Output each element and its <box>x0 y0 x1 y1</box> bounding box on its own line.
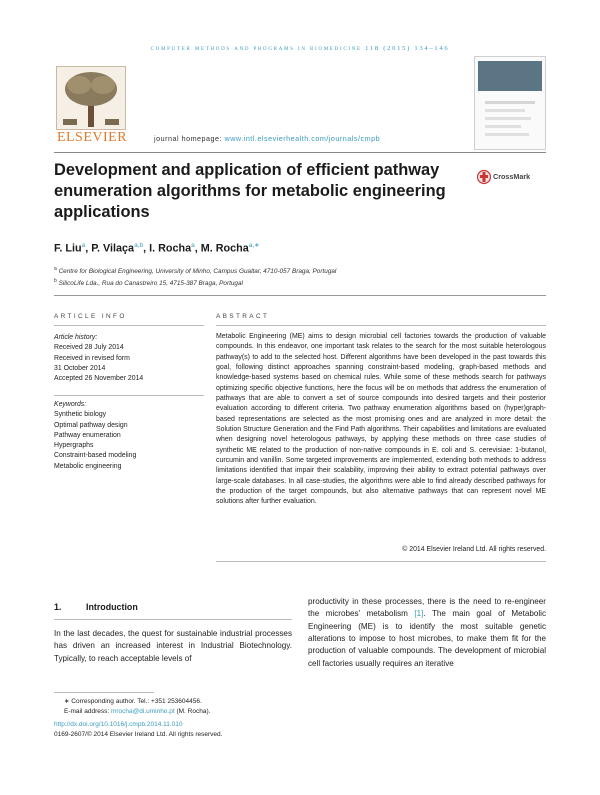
citation-link[interactable]: [1] <box>414 609 424 619</box>
keyword-item: Pathway enumeration <box>54 431 121 439</box>
author-name: F. Liu <box>54 242 82 255</box>
author-name: P. Vilaça <box>91 242 135 255</box>
footnote-marker: ∗ <box>64 698 70 705</box>
footnote-rule <box>54 692 154 693</box>
history-item: Received in revised form <box>54 354 130 362</box>
author-affil-mark[interactable]: a <box>81 242 86 249</box>
article-info-rule <box>54 325 204 326</box>
abstract-text: Metabolic Engineering (ME) aims to design microbial cell factories towards the production of valuable compounds. In this endeavor, one important task relates to the search for the most suitable heterologous pathway(s) to add to the selected host. Different algorithms have been developed in the past towards this goal, following distinct approaches spanning constraint-based modeling, graph-based methods and knowledge-based systems based on chemical rules. While some of these methods search for pathways optimizing specific objective functions, here the focus will be on methods that address the enumeration of pathways that are able to convert a set of source compounds into desired targets and their posterior evaluation according to different criteria. Two pathway enumeration algorithms based on (hyper)graph-based representations are selected as the most promising ones and are analyzed in more detail: the Solution Structure Generation and the Find Path algorithms. Their capabilities and limitations are evaluated when designing novel heterologous pathways, by applying these methods on three case studies of synthetic ME related to the production of non-native compounds in E. coli and S. cerevisiae: 1-butanol, curcumin and vanillin. Some targeted improvements are implemented, extending both methods to address limitations identified that impair their scalability, improving their ability to extract potential pathways over large-scale databases. In all case-studies, the algorithms were able to find already described pathways for the production of the target compounds, but also alternative pathways that can represent novel ME solutions after further evaluation. <box>216 333 546 506</box>
paragraph-text: productivity in these processes, there is the need to re-engineer the microbes’ metabolism <box>308 597 546 619</box>
journal-homepage <box>154 134 380 143</box>
keywords-label: Keywords: <box>54 401 87 408</box>
publisher-name: ELSEVIER <box>56 130 128 145</box>
history-label: Article history: <box>54 334 98 341</box>
homepage-label: journal homepage: <box>154 134 223 143</box>
author-list: F. Liu$^a$, P. Vilaça$^{a,b}$, I. Rocha$^a$, M. Rocha$^{a,∗}$ <box>54 242 260 255</box>
email-suffix: (M. Rocha). <box>174 708 211 715</box>
author-name: I. Rocha <box>149 242 192 255</box>
affiliation-text: Centre for Biological Engineering, University of Minho, Campus Gualtar, 4710-057 Braga, Portugal <box>58 268 337 276</box>
affiliation-mark: a <box>54 266 57 272</box>
crossmark-badge[interactable] <box>477 167 549 189</box>
section-rule <box>54 295 546 296</box>
author-affil-mark[interactable]: a <box>191 242 195 249</box>
email-note <box>54 707 354 717</box>
introduction-text-left: In the last decades, the quest for sustainable industrial processes has driven an increased interest in Industrial Biotechnology. Typically, to reach acceptable levels of <box>54 629 292 663</box>
tree-emblem-icon <box>56 66 126 130</box>
corresponding-author-note <box>54 697 354 707</box>
article-history <box>54 333 204 384</box>
journal-cover-thumbnail <box>474 56 546 150</box>
article-title: Development and application of efficient pathway enumeration algorithms for metabolic engineering applications <box>54 161 446 221</box>
email-label: E-mail address: <box>64 708 111 715</box>
crossmark-label: CrossMark <box>493 172 531 181</box>
doi-link[interactable]: http://dx.doi.org/10.1016/j.cmpb.2014.11.010 <box>54 721 183 728</box>
author-name: M. Rocha <box>200 242 249 255</box>
article-info-divider <box>54 395 204 396</box>
abstract-rule <box>216 325 546 326</box>
history-item: Received 28 July 2014 <box>54 344 124 352</box>
affiliation <box>54 278 243 287</box>
section-number: 1. <box>54 602 62 612</box>
cover-band <box>478 61 542 91</box>
history-item: Accepted 26 November 2014 <box>54 375 144 383</box>
keyword-item: Metabolic engineering <box>54 462 122 470</box>
cover-graphic-icon <box>485 101 535 141</box>
keyword-item: Optimal pathway design <box>54 421 128 429</box>
publisher-logo <box>54 66 130 148</box>
author-affil-mark[interactable]: a,b <box>134 242 144 249</box>
header-rule <box>54 152 546 153</box>
keyword-item: Hypergraphs <box>54 442 94 450</box>
history-item: 31 October 2014 <box>54 364 106 372</box>
affiliation-mark: b <box>54 278 57 284</box>
affiliation <box>54 266 336 275</box>
abstract-copyright: © 2014 Elsevier Ireland Ltd. All rights reserved. <box>402 546 546 553</box>
paragraph-text: . The main goal of Metabolic Engineering (ME) is to identify the most suitable genetic alterations to impose to host microbes, to make them fit for the production of valuable compounds. The development of microbial cell factories usually requires an iterative <box>308 609 546 668</box>
corresponding-text: Corresponding author. Tel.: +351 253604456. <box>71 698 202 705</box>
homepage-link[interactable]: www.intl.elsevierhealth.com/journals/cmpb <box>224 134 381 143</box>
keyword-item: Synthetic biology <box>54 411 107 419</box>
introduction-heading <box>54 602 138 612</box>
author-affil-mark[interactable]: a,∗ <box>248 242 260 249</box>
introduction-rule <box>54 619 292 620</box>
journal-reference: computer methods and programs in biomedicine 118 (2015) 134–146 <box>150 45 450 52</box>
section-title: Introduction <box>86 602 138 612</box>
article-info-heading: ARTICLE INFO <box>54 313 127 320</box>
affiliation-text: SilicoLife Lda., Rua do Canastreiro 15, 4715-387 Braga, Portugal <box>58 280 243 288</box>
crossmark-icon <box>477 169 491 185</box>
abstract-heading: ABSTRACT <box>216 313 270 320</box>
issn-line: 0169-2607/© 2014 Elsevier Ireland Ltd. All rights reserved. <box>54 731 223 738</box>
introduction-text-right <box>308 596 546 670</box>
keyword-item: Constraint-based modeling <box>54 452 137 460</box>
keywords <box>54 400 204 472</box>
email-link[interactable]: mrocha@di.uminho.pt <box>110 708 175 715</box>
abstract-bottom-rule <box>216 561 546 562</box>
